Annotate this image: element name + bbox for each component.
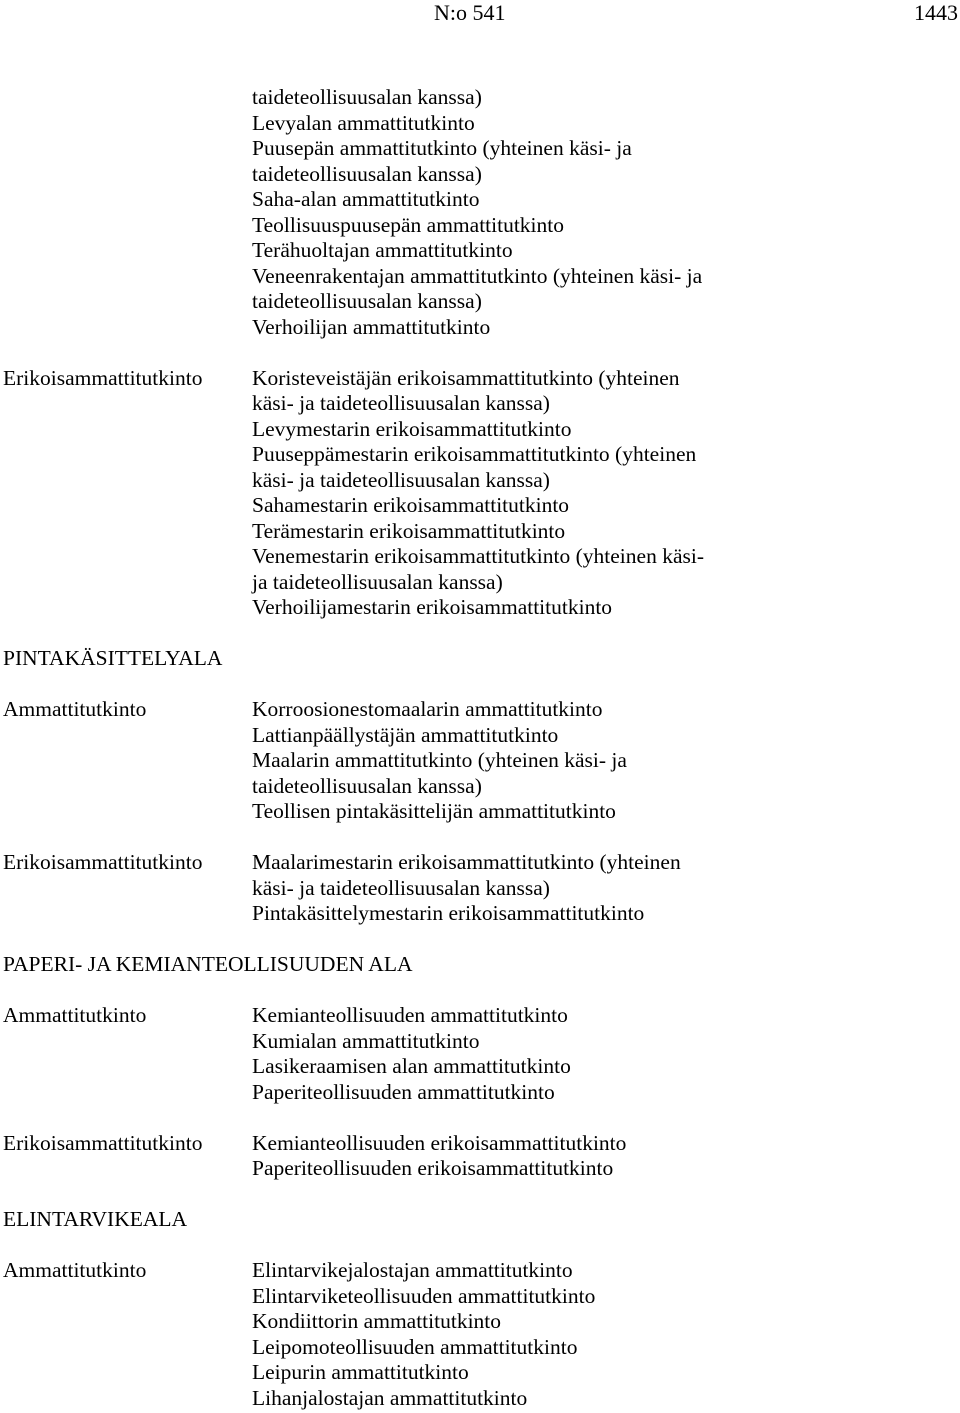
degree-line: Lasikeraamisen alan ammattitutkinto: [252, 1054, 571, 1078]
degree-line: Verhoilijamestarin erikoisammattitutkinto: [252, 595, 613, 619]
degree-line: Koristeveistäjän erikoisammattitutkinto (yhteinen: [252, 365, 680, 390]
field-section: [3, 1182, 958, 1412]
degree-line: Terähuoltajan ammattitutkinto: [252, 238, 513, 262]
statute-number: N:o 541: [434, 0, 506, 25]
degree-line: Korroosionestomaalarin ammattitutkinto: [252, 697, 603, 721]
field-section: [3, 927, 958, 1182]
degree-line: käsi- ja taideteollisuusalan kanssa): [252, 467, 550, 492]
degree-list: [252, 1003, 958, 1105]
degree-line: Maalarin ammattitutkinto (yhteinen käsi- ja: [252, 748, 627, 772]
degree-line: taideteollisuusalan kanssa): [252, 161, 482, 186]
degree-line: taideteollisuusalan kanssa): [252, 289, 482, 313]
degree-line: Puuseppämestarin erikoisammattitutkinto (yhteinen: [252, 442, 697, 466]
qualification-entry: [3, 1258, 958, 1411]
degree-line: Kemianteollisuuden erikoisammattitutkinto: [252, 1130, 627, 1155]
degree-line: Levymestarin erikoisammattitutkinto: [252, 416, 572, 441]
sections: [3, 340, 958, 1411]
degree-line: Puusepän ammattitutkinto (yhteinen käsi- ja: [252, 136, 632, 160]
degree-line: käsi- ja taideteollisuusalan kanssa): [252, 875, 550, 900]
qualification-level: Ammattitutkinto: [3, 1003, 147, 1027]
spacer: [3, 825, 958, 851]
degree-line: Teollisuuspuusepän ammattitutkinto: [252, 212, 565, 237]
degree-line: Verhoilijan ammattitutkinto: [252, 314, 491, 339]
qualification-level: Ammattitutkinto: [3, 697, 147, 721]
degree-line: Teollisen pintakäsittelijän ammattitutkinto: [252, 799, 616, 823]
spacer: [3, 672, 958, 698]
section-heading: PINTAKÄSITTELYALA: [3, 646, 223, 670]
qualification-level: Erikoisammattitutkinto: [3, 365, 203, 390]
degree-line: Saha-alan ammattitutkinto: [252, 187, 480, 211]
degree-line: Veneenrakentajan ammattitutkinto (yhteinen käsi- ja: [252, 263, 703, 288]
degree-line: Pintakäsittelymestarin erikoisammattitutkinto: [252, 901, 645, 925]
degree-line: Elintarviketeollisuuden ammattitutkinto: [252, 1283, 596, 1308]
degree-line: Lattianpäällystäjän ammattitutkinto: [252, 722, 559, 747]
degree-line: Levyalan ammattitutkinto: [252, 110, 475, 135]
qualification-level: Erikoisammattitutkinto: [3, 1130, 203, 1155]
degree-line: Paperiteollisuuden erikoisammattitutkinto: [252, 1156, 614, 1180]
degree-line: Paperiteollisuuden ammattitutkinto: [252, 1079, 555, 1104]
degree-line: taideteollisuusalan kanssa): [252, 773, 482, 798]
section-heading: PAPERI- JA KEMIANTEOLLISUUDEN ALA: [3, 952, 413, 976]
degree-line: ja taideteollisuusalan kanssa): [252, 569, 503, 594]
degree-list: [252, 1258, 958, 1411]
spacer: [3, 1233, 958, 1259]
degree-line: taideteollisuusalan kanssa): [252, 85, 482, 109]
degree-list: [252, 850, 958, 927]
page-header: [0, 0, 960, 28]
qualification-level: Ammattitutkinto: [3, 1258, 147, 1282]
qualification-level: Erikoisammattitutkinto: [3, 850, 203, 874]
degree-line: Sahamestarin erikoisammattitutkinto: [252, 493, 570, 517]
spacer: [3, 1105, 958, 1131]
degree-line: Kumialan ammattitutkinto: [252, 1028, 480, 1053]
spacer: [3, 978, 958, 1004]
degree-line: Kemianteollisuuden ammattitutkinto: [252, 1003, 568, 1027]
qualification-entry: [3, 366, 958, 621]
degree-line: Kondiittorin ammattitutkinto: [252, 1309, 502, 1333]
spacer: [3, 340, 958, 366]
section-heading: ELINTARVIKEALA: [3, 1207, 188, 1231]
page-number: 1443: [914, 0, 958, 25]
document-body: [3, 85, 958, 1411]
degree-line: Leipomoteollisuuden ammattitutkinto: [252, 1334, 578, 1359]
qualification-entry: [3, 850, 958, 927]
degree-line: Terämestarin erikoisammattitutkinto: [252, 518, 566, 543]
spacer: [3, 927, 958, 953]
degree-line: käsi- ja taideteollisuusalan kanssa): [252, 391, 550, 415]
field-section: [3, 621, 958, 927]
continuation-list: [252, 85, 958, 340]
qualification-entry: [3, 1003, 958, 1105]
field-section: [3, 340, 958, 621]
degree-line: Elintarvikejalostajan ammattitutkinto: [252, 1258, 573, 1282]
degree-list: [252, 366, 958, 621]
qualification-entry: [3, 697, 958, 825]
spacer: [3, 1182, 958, 1208]
degree-line: Leipurin ammattitutkinto: [252, 1360, 469, 1384]
degree-list: [252, 1131, 958, 1182]
qualification-entry: [3, 1131, 958, 1182]
degree-line: Lihanjalostajan ammattitutkinto: [252, 1385, 528, 1410]
degree-list: [252, 697, 958, 825]
degree-line: Maalarimestarin erikoisammattitutkinto (yhteinen: [252, 850, 681, 874]
spacer: [3, 621, 958, 647]
degree-line: Venemestarin erikoisammattitutkinto (yhteinen käsi-: [252, 544, 704, 568]
